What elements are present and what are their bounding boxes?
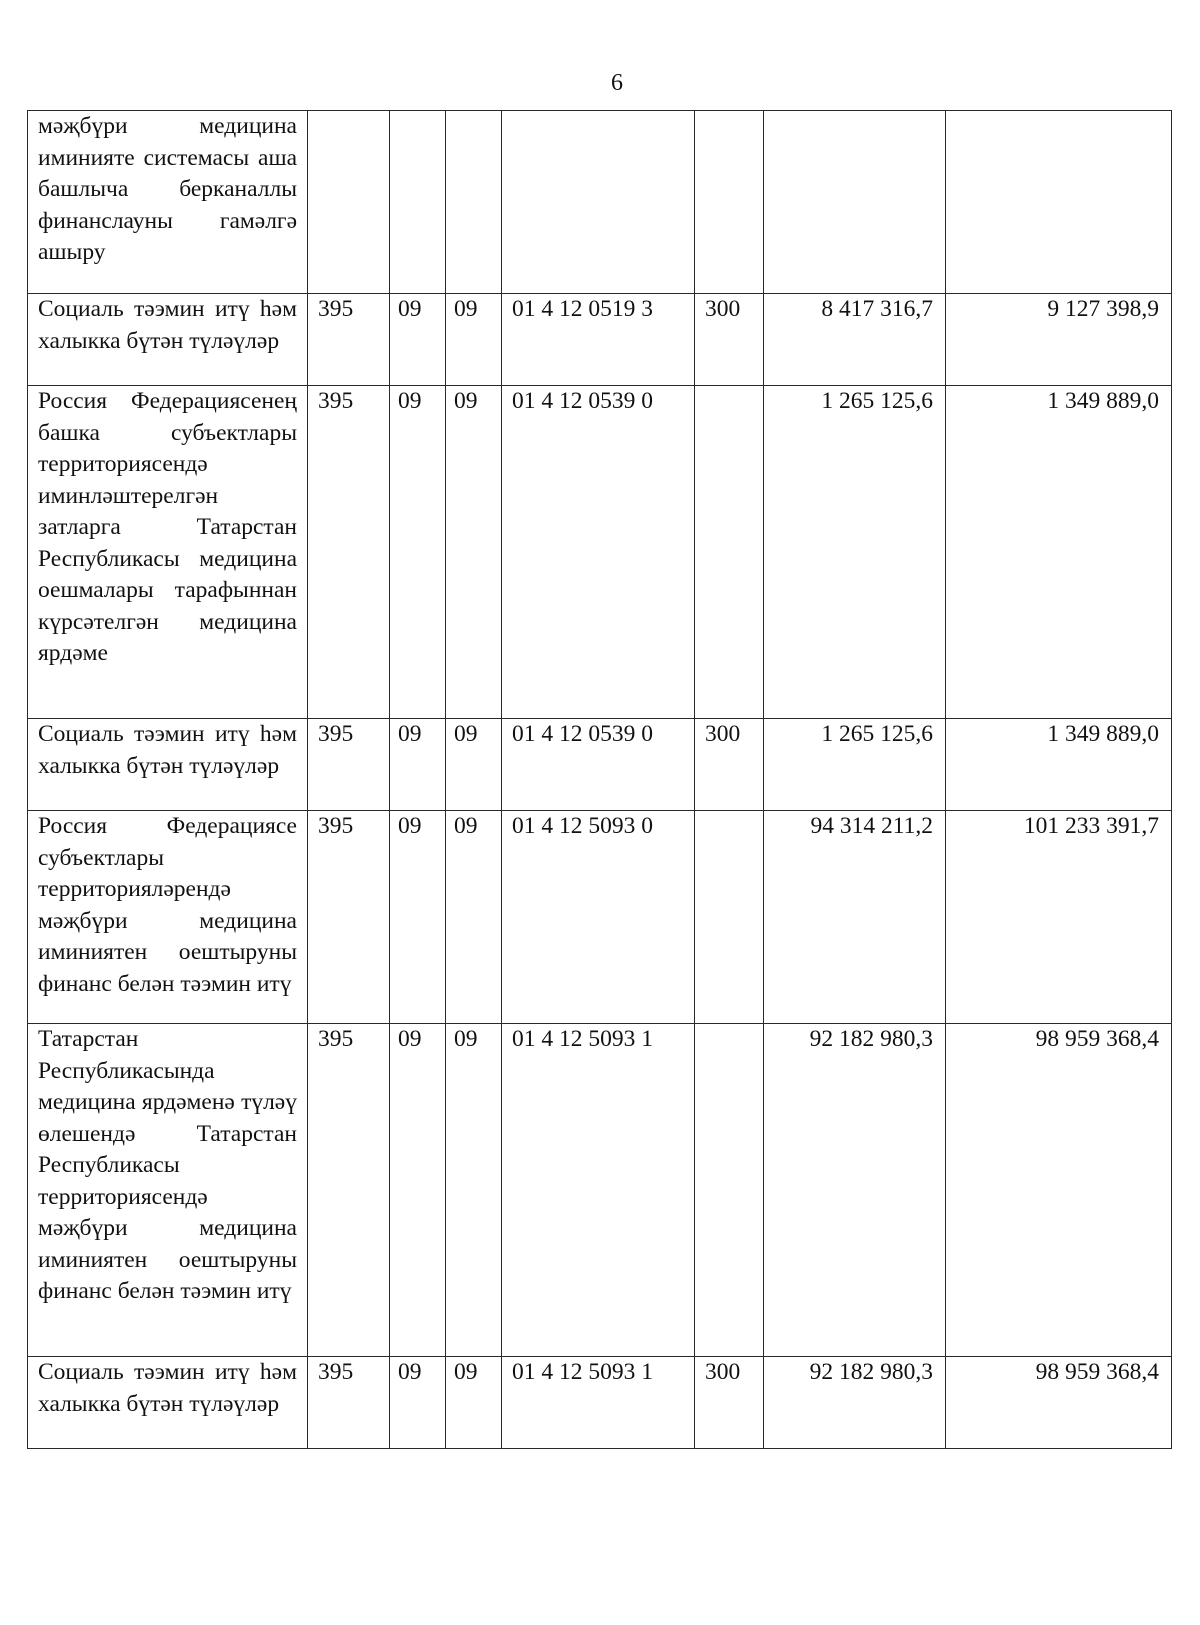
cell-amount-year1: 8 417 316,7 [764, 294, 946, 386]
cell-ministry-code: 395 [308, 1024, 390, 1357]
cell-section: 09 [390, 1024, 446, 1357]
cell-amount-year2: 9 127 398,9 [946, 294, 1172, 386]
cell-subsection: 09 [446, 294, 502, 386]
table-row [28, 719, 1172, 811]
cell-target-code: 01 4 12 0539 0 [502, 386, 695, 719]
cell-amount-year2: 98 959 368,4 [946, 1024, 1172, 1357]
cell-ministry-code: 395 [308, 386, 390, 719]
table-row [28, 1024, 1172, 1357]
cell-section: 09 [390, 294, 446, 386]
cell-section: 09 [390, 719, 446, 811]
page-number: 6 [611, 70, 623, 96]
table-row [28, 1357, 1172, 1449]
cell-subsection: 09 [446, 386, 502, 719]
row-name: мәҗбүри медицина иминияте системасы аша башлыча берканаллы финанслауны гамәлгә ашыру [28, 111, 308, 294]
cell-amount-year1: 92 182 980,3 [764, 1357, 946, 1449]
table-row [28, 294, 1172, 386]
cell-target-code: 01 4 12 5093 1 [502, 1024, 695, 1357]
cell-amount-year2 [946, 111, 1172, 294]
cell-section: 09 [390, 386, 446, 719]
row-name: Россия Федерациясенең башка субъектлары территориясендә иминләштерелгән затларга Татарстан Республикасы медицина оешмалары тарафыннан күрсәтелгән медицина ярдәме [28, 386, 308, 719]
cell-expense-type [695, 111, 764, 294]
table-row [28, 111, 1172, 294]
cell-ministry-code: 395 [308, 1357, 390, 1449]
cell-expense-type: 300 [695, 719, 764, 811]
cell-ministry-code [308, 111, 390, 294]
row-name: Социаль тәэмин итү һәм халыкка бүтән түләүләр [28, 1357, 308, 1449]
cell-ministry-code: 395 [308, 294, 390, 386]
cell-section [390, 111, 446, 294]
cell-target-code: 01 4 12 0519 3 [502, 294, 695, 386]
cell-expense-type [695, 386, 764, 719]
cell-subsection: 09 [446, 1024, 502, 1357]
cell-amount-year1: 92 182 980,3 [764, 1024, 946, 1357]
cell-section: 09 [390, 1357, 446, 1449]
cell-target-code: 01 4 12 0539 0 [502, 719, 695, 811]
cell-amount-year2: 98 959 368,4 [946, 1357, 1172, 1449]
budget-table [27, 110, 1172, 1449]
cell-amount-year1: 1 265 125,6 [764, 386, 946, 719]
table-row [28, 386, 1172, 719]
cell-ministry-code: 395 [308, 811, 390, 1024]
cell-amount-year1: 1 265 125,6 [764, 719, 946, 811]
row-name: Татарстан Республикасында медицина ярдәменә түләү өлешендә Татарстан Республикасы территориясендә мәҗбүри медицина иминиятен оештыруны финанс белән тәэмин итү [28, 1024, 308, 1357]
cell-amount-year1: 94 314 211,2 [764, 811, 946, 1024]
row-name: Социаль тәэмин итү һәм халыкка бүтән түләүләр [28, 294, 308, 386]
row-name: Социаль тәэмин итү һәм халыкка бүтән түләүләр [28, 719, 308, 811]
cell-amount-year2: 1 349 889,0 [946, 386, 1172, 719]
cell-amount-year2: 1 349 889,0 [946, 719, 1172, 811]
cell-subsection: 09 [446, 811, 502, 1024]
cell-target-code: 01 4 12 5093 1 [502, 1357, 695, 1449]
cell-subsection [446, 111, 502, 294]
cell-target-code [502, 111, 695, 294]
cell-expense-type: 300 [695, 294, 764, 386]
row-name: Россия Федерациясе субъектлары территорияләрендә мәҗбүри медицина иминиятен оештыруны финанс белән тәэмин итү [28, 811, 308, 1024]
cell-expense-type [695, 811, 764, 1024]
cell-section: 09 [390, 811, 446, 1024]
cell-amount-year2: 101 233 391,7 [946, 811, 1172, 1024]
cell-subsection: 09 [446, 719, 502, 811]
cell-expense-type: 300 [695, 1357, 764, 1449]
cell-subsection: 09 [446, 1357, 502, 1449]
cell-amount-year1 [764, 111, 946, 294]
cell-target-code: 01 4 12 5093 0 [502, 811, 695, 1024]
cell-expense-type [695, 1024, 764, 1357]
cell-ministry-code: 395 [308, 719, 390, 811]
table-row [28, 811, 1172, 1024]
